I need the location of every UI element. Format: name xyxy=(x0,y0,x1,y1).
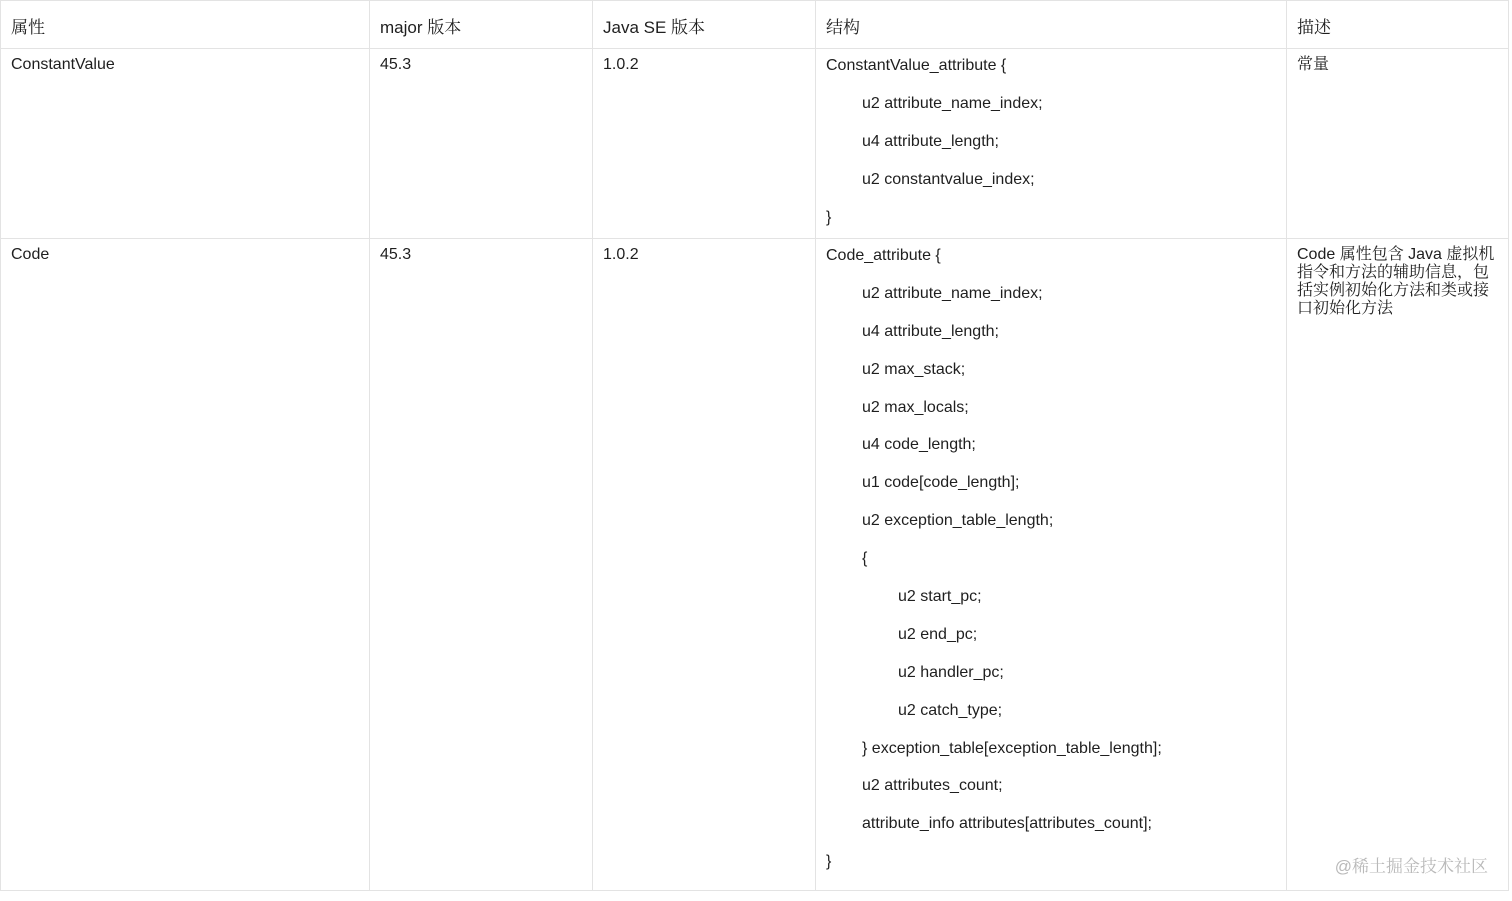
cell-major-version: 45.3 xyxy=(370,239,593,891)
structure-line: u2 attribute_name_index; xyxy=(862,94,1043,112)
structure-line: ConstantValue_attribute { xyxy=(826,57,1007,74)
header-structure: 结构 xyxy=(816,1,1287,49)
structure-line: u4 code_length; xyxy=(862,436,976,454)
watermark: @稀土掘金技术社区 xyxy=(1334,857,1488,876)
description-text: 常量 xyxy=(1297,56,1330,73)
structure-line: u2 end_pc; xyxy=(898,625,978,643)
structure-line: } xyxy=(826,208,832,226)
structure-line: u2 max_stack; xyxy=(862,360,966,378)
structure-line: } xyxy=(826,853,832,871)
cell-java-se-version: 1.0.2 xyxy=(593,49,816,239)
structure-line: { xyxy=(862,550,868,568)
structure-line: } exception_table[exception_table_length]; xyxy=(862,739,1162,757)
cell-structure xyxy=(816,239,1287,891)
structure-line: u2 constantvalue_index; xyxy=(862,170,1035,188)
structure-line: u4 attribute_length; xyxy=(862,132,999,150)
cell-description xyxy=(1287,49,1509,239)
header-description: 描述 xyxy=(1287,1,1509,49)
table-row xyxy=(1,239,1509,891)
structure-line: u2 start_pc; xyxy=(898,588,982,606)
structure-line: u2 max_locals; xyxy=(862,398,969,416)
table-header-row xyxy=(1,1,1509,49)
header-major-version: major 版本 xyxy=(370,1,593,49)
cell-description xyxy=(1287,239,1509,891)
structure-line: u4 attribute_length; xyxy=(862,322,999,340)
structure-line: u2 attribute_name_index; xyxy=(862,284,1043,302)
header-java-se-version: Java SE 版本 xyxy=(593,1,816,49)
structure-block xyxy=(826,56,1276,227)
structure-line: attribute_info attributes[attributes_count]; xyxy=(862,815,1152,833)
cell-major-version: 45.3 xyxy=(370,49,593,239)
description-text: Code 属性包含 Java 虚拟机指令和方法的辅助信息，包括实例初始化方法和类或接口初始化方法 xyxy=(1297,246,1495,317)
structure-line: u2 exception_table_length; xyxy=(862,512,1054,530)
structure-line: Code_attribute { xyxy=(826,247,941,264)
cell-structure xyxy=(816,49,1287,239)
structure-line: u1 code[code_length]; xyxy=(862,474,1020,492)
structure-block xyxy=(826,246,1276,871)
cell-java-se-version: 1.0.2 xyxy=(593,239,816,891)
cell-attribute: ConstantValue xyxy=(1,49,370,239)
structure-line: u2 attributes_count; xyxy=(862,777,1003,795)
structure-line: u2 handler_pc; xyxy=(898,663,1004,681)
header-attribute: 属性 xyxy=(1,1,370,49)
structure-line: u2 catch_type; xyxy=(898,701,1003,719)
cell-attribute: Code xyxy=(1,239,370,891)
table-row xyxy=(1,49,1509,239)
